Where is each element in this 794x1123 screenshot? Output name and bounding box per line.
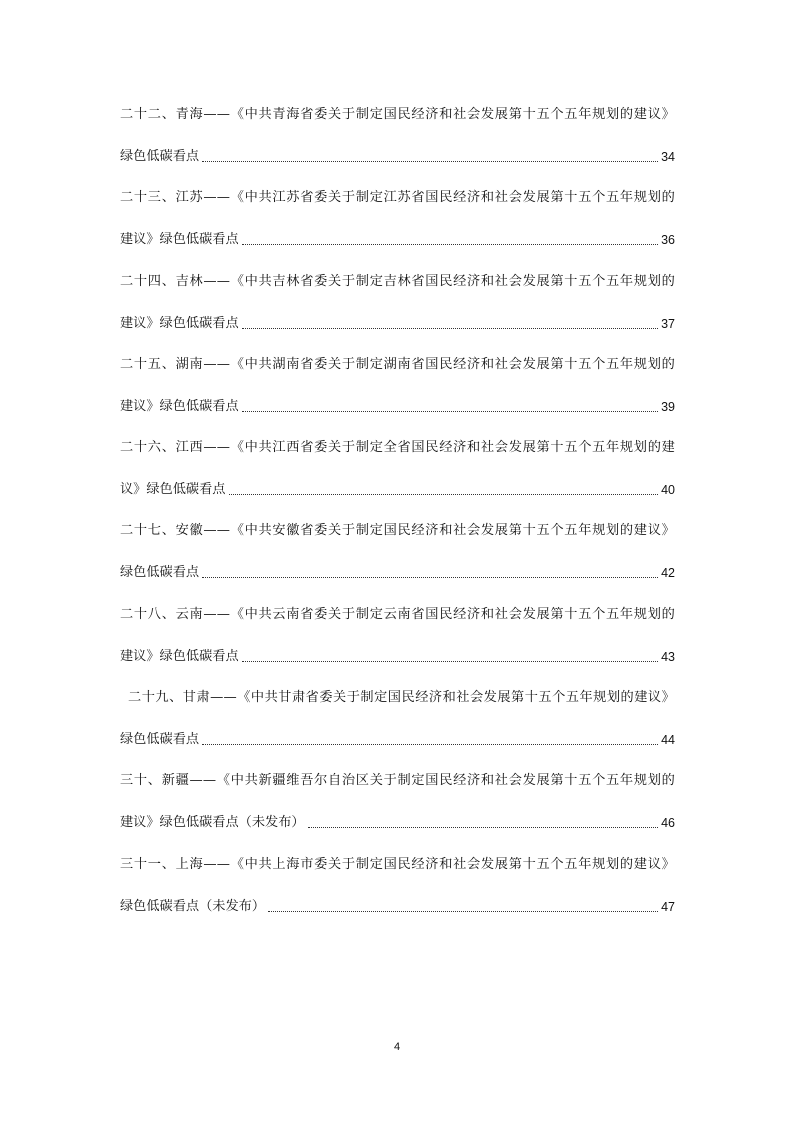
toc-entry-subtitle: 建议》绿色低碳看点（未发布） — [120, 815, 305, 831]
toc-entry-continuation — [120, 146, 675, 168]
dot-leader — [242, 243, 658, 245]
toc-entry-subtitle: 建议》绿色低碳看点 — [120, 648, 239, 664]
toc-entry-jiangxi[interactable] — [120, 437, 675, 520]
toc-page-number: 36 — [661, 233, 675, 248]
toc-page-number: 39 — [661, 399, 675, 414]
toc-entry-continuation — [120, 896, 675, 918]
toc-page-number: 43 — [661, 649, 675, 664]
table-of-contents — [120, 104, 675, 937]
toc-entry-title: 二十五、湖南——《中共湖南省委关于制定湖南省国民经济和社会发展第十五个五年规划的 — [120, 356, 675, 372]
toc-entry-subtitle: 绿色低碳看点 — [120, 565, 200, 581]
toc-entry-title: 三十一、上海——《中共上海市委关于制定国民经济和社会发展第十五个五年规划的建议》 — [120, 856, 675, 872]
toc-page-number: 46 — [661, 816, 675, 831]
toc-entry-subtitle: 绿色低碳看点（未发布） — [120, 898, 266, 914]
toc-entry-subtitle: 建议》绿色低碳看点 — [120, 232, 239, 248]
toc-entry-title: 三十、新疆——《中共新疆维吾尔自治区关于制定国民经济和社会发展第十五个五年规划的 — [120, 773, 675, 789]
toc-entry-jiangsu[interactable] — [120, 187, 675, 270]
dot-leader — [268, 910, 658, 912]
dot-leader — [242, 327, 658, 329]
toc-entry-continuation — [120, 396, 675, 418]
dot-leader — [202, 743, 658, 745]
toc-entry-title: 二十七、安徽——《中共安徽省委关于制定国民经济和社会发展第十五个五年规划的建议》 — [120, 523, 675, 539]
dot-leader — [242, 660, 658, 662]
toc-entry-xinjiang[interactable] — [120, 770, 675, 853]
toc-entry-shanghai[interactable] — [120, 854, 675, 937]
toc-entry-subtitle: 议》绿色低碳看点 — [120, 482, 226, 498]
toc-entry-continuation — [120, 812, 675, 834]
toc-page-number: 44 — [661, 733, 675, 748]
toc-page-number: 34 — [661, 150, 675, 164]
toc-entry-title: 二十九、甘肃——《中共甘肃省委关于制定国民经济和社会发展第十五个五年规划的建议》 — [128, 690, 675, 706]
toc-entry-continuation — [120, 479, 675, 501]
toc-entry-yunnan[interactable] — [120, 604, 675, 687]
toc-entry-title: 二十三、江苏——《中共江苏省委关于制定江苏省国民经济和社会发展第十五个五年规划的 — [120, 190, 675, 206]
toc-entry-continuation — [120, 562, 675, 584]
toc-page-number: 42 — [661, 566, 675, 581]
dot-leader — [242, 410, 658, 412]
toc-entry-continuation — [120, 646, 675, 668]
toc-entry-continuation — [120, 313, 675, 335]
toc-entry-title: 二十六、江西——《中共江西省委关于制定全省国民经济和社会发展第十五个五年规划的建 — [120, 440, 675, 456]
footer-page-number: 4 — [393, 1041, 401, 1053]
toc-page-number: 37 — [661, 316, 675, 331]
toc-entry-title: 二十八、云南——《中共云南省委关于制定云南省国民经济和社会发展第十五个五年规划的 — [120, 606, 675, 622]
toc-entry-continuation — [120, 729, 675, 751]
dot-leader — [202, 160, 658, 162]
toc-entry-subtitle: 建议》绿色低碳看点 — [120, 315, 239, 331]
toc-entry-qinghai[interactable] — [120, 104, 675, 187]
toc-entry-gansu[interactable] — [120, 687, 675, 770]
toc-entry-continuation — [120, 229, 675, 251]
toc-page-number: 40 — [661, 483, 675, 498]
toc-page-number: 47 — [661, 899, 675, 914]
toc-entry-title: 二十四、吉林——《中共吉林省委关于制定吉林省国民经济和社会发展第十五个五年规划的 — [120, 273, 675, 289]
toc-entry-anhui[interactable] — [120, 520, 675, 603]
dot-leader — [308, 826, 658, 828]
toc-entry-subtitle: 绿色低碳看点 — [120, 732, 200, 748]
toc-entry-title: 二十二、青海——《中共青海省委关于制定国民经济和社会发展第十五个五年规划的建议》 — [120, 107, 675, 122]
toc-entry-jilin[interactable] — [120, 271, 675, 354]
toc-entry-subtitle: 绿色低碳看点 — [120, 149, 200, 164]
toc-entry-subtitle: 建议》绿色低碳看点 — [120, 398, 239, 414]
toc-entry-hunan[interactable] — [120, 354, 675, 437]
dot-leader — [229, 493, 659, 495]
dot-leader — [202, 576, 658, 578]
